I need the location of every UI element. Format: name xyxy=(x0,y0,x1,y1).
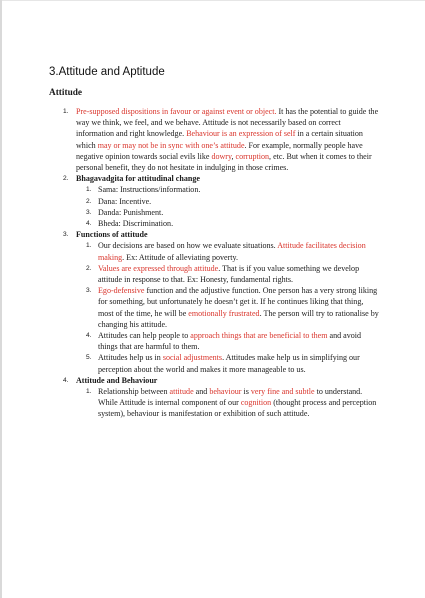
body-text: in a certain situation which xyxy=(76,129,363,150)
highlight-text: Attitude facilitates decision making xyxy=(98,241,366,262)
body-text: Our decisions are based on how we evaluate situations. xyxy=(98,241,278,251)
list-number: 1. xyxy=(63,108,69,115)
body-text: , etc. But when it comes to their personal benefit, they do not hesitate in indulging in those crimes. xyxy=(76,151,372,173)
sub-list-item xyxy=(76,207,379,218)
sub-list xyxy=(76,240,379,374)
highlight-text: dowry xyxy=(211,151,232,161)
page-top-edge xyxy=(0,0,425,1)
list-number: 2. xyxy=(86,264,92,272)
body-text: and avoid things that are harmful to them. xyxy=(98,331,362,352)
list-number: 2. xyxy=(86,197,92,205)
body-text: Danda: Punishment. xyxy=(98,207,164,217)
list-number: 4. xyxy=(86,220,92,228)
sub-list-item xyxy=(76,263,379,285)
body-text: Sama: Instructions/information. xyxy=(98,185,201,195)
list-number: 4. xyxy=(63,376,69,384)
sub-list-item xyxy=(76,218,379,229)
body-text: is xyxy=(241,387,251,397)
body-text: Attitudes help us in xyxy=(98,353,163,363)
sub-list xyxy=(76,184,379,229)
body-text: . Attitudes make help us in simplifying our perception about the world and makes it more manageable to us. xyxy=(98,353,360,374)
body-text: , xyxy=(231,151,236,161)
body-text: Bheda: Discrimination. xyxy=(98,219,174,229)
highlight-text: Behaviour is an expression of self xyxy=(186,129,296,139)
highlight-text: Pre-supposed dispositions in favour or against event or object. xyxy=(76,107,277,116)
section-heading: Attitude xyxy=(49,88,83,98)
highlight-text: behaviour xyxy=(209,387,242,397)
list-item-1 xyxy=(49,106,379,173)
list-item-3 xyxy=(49,229,379,375)
list-number: 3. xyxy=(86,287,92,295)
body-text: . For example, normally people have negative opinion towards social evils like xyxy=(76,140,363,161)
document-body xyxy=(49,106,379,420)
body-text: (thought process and perception system), behaviour is manifestation or exhibition of such attitude. xyxy=(98,398,377,419)
sub-list-item xyxy=(76,196,379,207)
highlight-text: may or may not be in sync with one’s attitude xyxy=(97,140,245,150)
sub-list-item xyxy=(76,352,379,374)
sub-list-item xyxy=(76,330,379,352)
highlight-text: attitude xyxy=(169,387,194,397)
body-text: to understand. While Attitude is internal component of our xyxy=(98,387,363,408)
body-text: It has the potential to guide the way we think, we feel, and we behave. Attitude is not necessarily based on correct information and right knowledge. xyxy=(76,107,379,139)
body-text: Dana: Incentive. xyxy=(98,196,152,206)
list-item-4 xyxy=(49,375,379,420)
list-number: 2. xyxy=(63,175,69,183)
highlight-text: approach things that are beneficial to them xyxy=(190,331,328,341)
highlight-text: Ego-defensive xyxy=(98,286,145,296)
body-text: . That is if you value something we develop attitude in response to that. Ex: Honesty, fundamental rights. xyxy=(98,263,360,285)
body-text: . The person will try to rationalise by changing his attitude. xyxy=(98,308,379,329)
main-list xyxy=(49,106,379,420)
list-number: 1. xyxy=(86,242,92,250)
list-number: 3. xyxy=(86,208,92,216)
list-number: 1. xyxy=(86,388,92,396)
list-number: 3. xyxy=(63,231,69,239)
page-left-edge xyxy=(0,0,2,598)
list-number: 5. xyxy=(86,354,92,362)
item-heading: Attitude and Behaviour xyxy=(76,375,158,385)
body-text: Relationship between xyxy=(98,387,170,397)
page-title: 3.Attitude and Aptitude xyxy=(49,66,165,78)
highlight-text: emotionally frustrated xyxy=(188,308,260,318)
body-text: Attitudes can help people to xyxy=(98,331,191,341)
body-text: function and the adjustive function. One person has a very strong liking for something, but unfortunately he doesn’t get it. If he continues liking that thing, most of the time, he will be xyxy=(98,286,378,318)
sub-list-item xyxy=(76,184,379,195)
list-number: 4. xyxy=(86,332,92,340)
highlight-text: cognition xyxy=(240,398,272,408)
list-item-2 xyxy=(49,173,379,229)
list-number: 1. xyxy=(86,186,92,194)
highlight-text: Values are expressed through attitude xyxy=(98,263,219,273)
item-heading: Functions of attitude xyxy=(76,230,148,240)
highlight-text: social adjustments xyxy=(162,353,223,363)
body-text: and xyxy=(193,387,210,397)
sub-list xyxy=(76,386,379,420)
highlight-text: very fine and subtle xyxy=(250,387,315,397)
highlight-text: corruption xyxy=(235,151,270,161)
sub-list-item xyxy=(76,386,379,420)
item-heading: Bhagavadgita for attitudinal change xyxy=(76,174,200,184)
sub-list-item xyxy=(76,240,379,262)
body-text: . Ex: Attitude of alleviating poverty. xyxy=(122,252,239,262)
sub-list-item xyxy=(76,285,379,330)
